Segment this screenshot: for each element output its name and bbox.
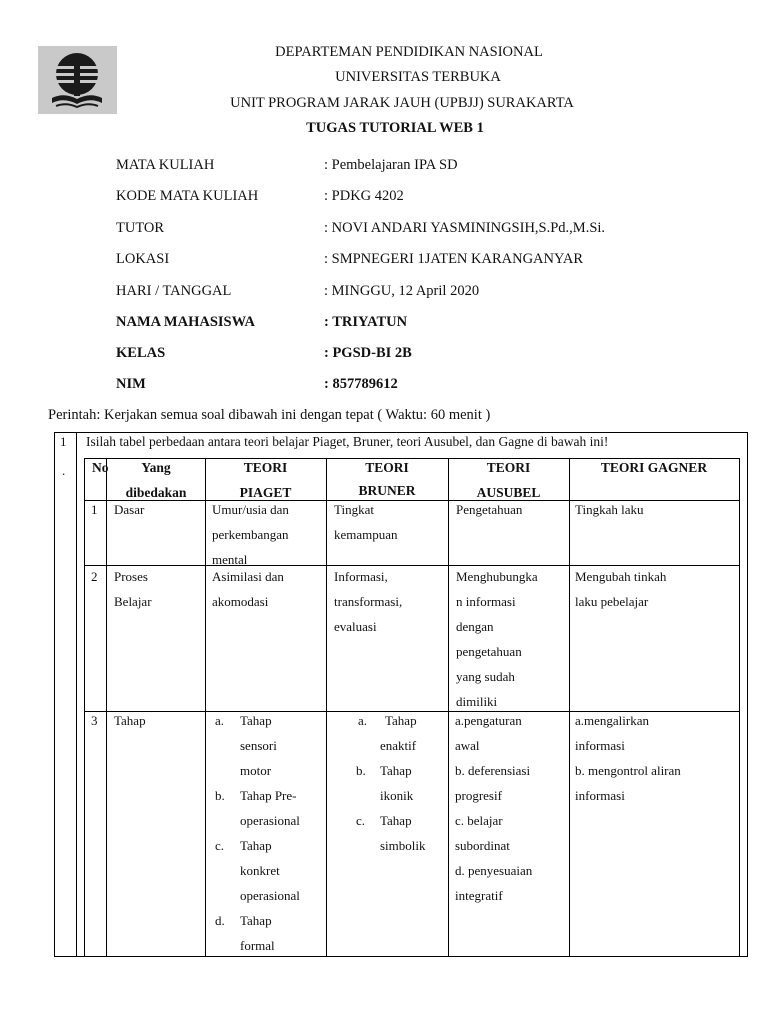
header-ausubel-line2: AUSUBEL — [476, 485, 541, 500]
row3-piaget-line: konkret — [240, 863, 280, 878]
row3-gagner-line: informasi — [575, 788, 625, 803]
row2-ausubel-line: dimiliki — [456, 694, 498, 709]
info-label: KELAS — [116, 345, 166, 361]
row3-piaget-line: Tahap — [240, 838, 272, 853]
row2-gagner-line: laku pebelajar — [575, 594, 649, 609]
row3-ausubel-line: awal — [455, 738, 480, 753]
row2-no: 2 — [91, 569, 98, 584]
row2-ausubel-line: n informasi — [456, 594, 516, 609]
header-bruner-line2: BRUNER — [358, 483, 416, 498]
row3-piaget-line: Tahap — [240, 913, 272, 928]
row2-ausubel-line: pengetahuan — [456, 644, 522, 659]
header-piaget-line2: PIAGET — [239, 485, 292, 500]
row3-bruner-marker: c. — [356, 813, 366, 828]
row3-ausubel-line: d. penyesuaian — [455, 863, 533, 878]
document-title: TUGAS TUTORIAL WEB 1 — [306, 120, 484, 136]
row3-gagner-line: b. mengontrol aliran — [575, 763, 681, 778]
header-ministry: DEPARTEMAN PENDIDIKAN NASIONAL — [275, 44, 543, 60]
row2-ausubel-line: yang sudah — [456, 669, 515, 684]
row2-aspect-line: Proses — [114, 569, 148, 584]
table-col-divider — [205, 458, 206, 957]
table-col-divider — [326, 458, 327, 957]
header-gagner: TEORI GAGNER — [600, 460, 708, 475]
info-value: : MINGGU, 12 April 2020 — [324, 283, 480, 299]
row2-aspect-line: Belajar — [114, 594, 152, 609]
row3-bruner-line: simbolik — [380, 838, 426, 853]
row2-bruner-line: Informasi, — [334, 569, 388, 584]
row3-piaget-marker: c. — [215, 838, 225, 853]
row2-ausubel-line: dengan — [456, 619, 494, 634]
row3-piaget-marker: a. — [215, 713, 225, 728]
row2-piaget-line: Asimilasi dan — [212, 569, 284, 584]
row3-aspect: Tahap — [114, 713, 146, 728]
question-text: Isilah tabel perbedaan antara teori belajar Piaget, Bruner, teori Ausubel, dan Gagne di bawah ini! — [86, 434, 609, 449]
info-value: : SMPNEGERI 1JATEN KARANGANYAR — [324, 251, 584, 267]
row1-bruner-line: Tingkat — [334, 502, 374, 517]
row2-bruner-line: evaluasi — [334, 619, 377, 634]
info-label: TUTOR — [116, 220, 165, 236]
row2-piaget-line: akomodasi — [212, 594, 269, 609]
row1-aspect: Dasar — [114, 502, 145, 517]
row3-bruner-line: Tahap — [380, 763, 412, 778]
row3-piaget-line: operasional — [240, 888, 300, 903]
row3-piaget-line: sensori — [240, 738, 277, 753]
comparison-table — [84, 458, 740, 957]
table-col-divider — [569, 458, 570, 957]
row3-bruner-line: Tahap — [380, 813, 412, 828]
header-aspect-line1: Yang — [141, 460, 171, 475]
row3-piaget-line: motor — [240, 763, 272, 778]
row3-ausubel-line: a.pengaturan — [455, 713, 522, 728]
row1-piaget-line: Umur/usia dan — [212, 502, 289, 517]
table-border-right — [739, 458, 740, 957]
row3-gagner-line: informasi — [575, 738, 625, 753]
row3-bruner-line: ikonik — [380, 788, 414, 803]
table-col-divider — [106, 458, 107, 957]
row3-no: 3 — [91, 713, 98, 728]
question-number-divider — [76, 432, 77, 957]
row3-piaget-line: Tahap — [240, 713, 272, 728]
row3-piaget-line: operasional — [240, 813, 300, 828]
row1-bruner-line: kemampuan — [334, 527, 398, 542]
row3-ausubel-line: subordinat — [455, 838, 510, 853]
row2-ausubel-line: Menghubungka — [456, 569, 538, 584]
table-col-divider — [448, 458, 449, 957]
row3-ausubel-line: b. deferensiasi — [455, 763, 531, 778]
row3-ausubel-line: c. belajar — [455, 813, 503, 828]
info-label: NAMA MAHASISWA — [116, 314, 255, 330]
info-label: LOKASI — [116, 251, 170, 267]
question-number: 1 — [60, 434, 67, 449]
row3-gagner-line: a.mengalirkan — [575, 713, 649, 728]
row2-bruner-line: transformasi, — [334, 594, 403, 609]
row3-ausubel-line: integratif — [455, 888, 503, 903]
row3-piaget-line: Tahap Pre- — [240, 788, 297, 803]
info-label: NIM — [116, 376, 146, 392]
table-border-left — [84, 458, 85, 957]
row3-piaget-marker: d. — [215, 913, 225, 928]
row3-bruner-line: enaktif — [380, 738, 417, 753]
row1-ausubel-line: Pengetahuan — [456, 502, 523, 517]
header-bruner-line1: TEORI — [365, 460, 409, 475]
header-unit: UNIT PROGRAM JARAK JAUH (UPBJJ) SURAKARTA — [230, 95, 574, 111]
info-value: : 857789612 — [324, 376, 398, 392]
info-value: : TRIYATUN — [324, 314, 408, 330]
row1-piaget-line: perkembangan — [212, 527, 289, 542]
row1-no: 1 — [91, 502, 98, 517]
header-no: No — [92, 460, 109, 475]
question-number-dot: . — [62, 463, 66, 478]
instruction-text: Perintah: Kerjakan semua soal dibawah ini dengan tepat ( Waktu: 60 menit ) — [48, 407, 491, 423]
row2-gagner-line: Mengubah tinkah — [575, 569, 667, 584]
info-value: : PDKG 4202 — [324, 188, 404, 204]
header-piaget-line1: TEORI — [243, 460, 288, 475]
row3-bruner-line: Tahap — [385, 713, 417, 728]
row3-bruner-marker: b. — [356, 763, 366, 778]
row3-piaget-marker: b. — [215, 788, 225, 803]
info-value: : NOVI ANDARI YASMININGSIH,S.Pd.,M.Si. — [324, 220, 606, 236]
info-label: MATA KULIAH — [116, 157, 215, 173]
header-aspect-line2: dibedakan — [125, 485, 187, 500]
header-university: UNIVERSITAS TERBUKA — [335, 69, 501, 85]
info-value: : PGSD-BI 2B — [324, 345, 412, 361]
row3-bruner-marker: a. — [358, 713, 368, 728]
info-label: KODE MATA KULIAH — [116, 188, 259, 204]
row1-gagner-line: Tingkah laku — [575, 502, 644, 517]
header-ausubel-line1: TEORI — [486, 460, 531, 475]
row3-ausubel-line: progresif — [455, 788, 502, 803]
info-value: : Pembelajaran IPA SD — [324, 157, 458, 173]
row3-piaget-line: formal — [240, 938, 275, 953]
row1-piaget-line: mental — [212, 552, 248, 567]
info-label: HARI / TANGGAL — [116, 283, 232, 299]
